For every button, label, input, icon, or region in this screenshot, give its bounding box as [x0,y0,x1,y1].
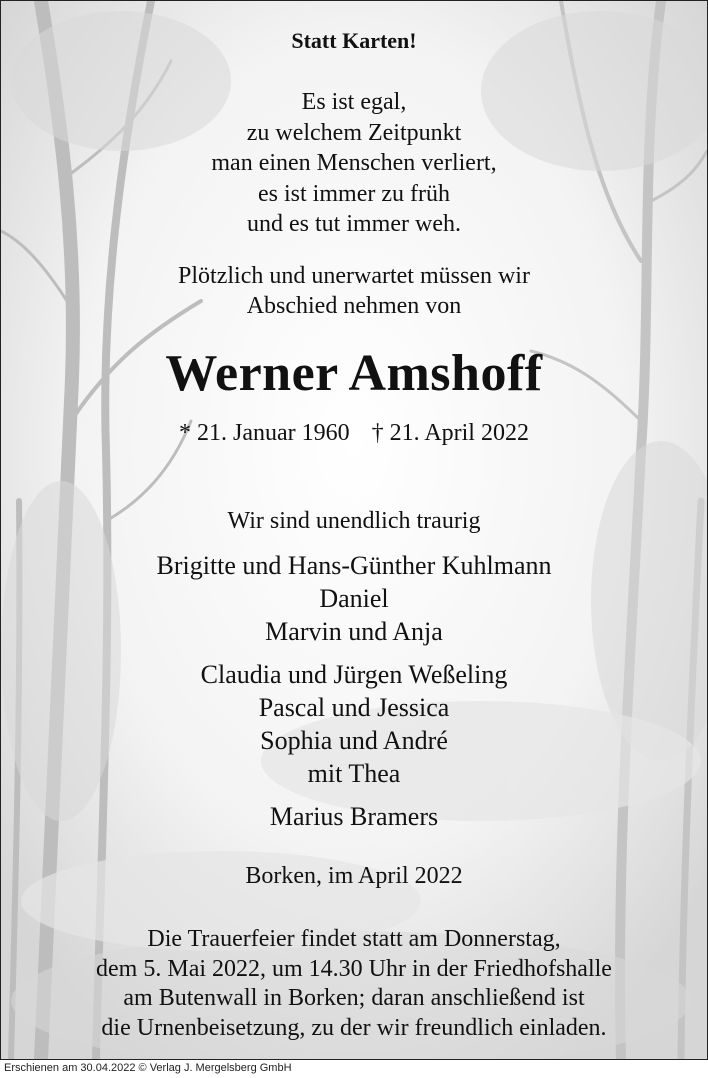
mourner-line: Brigitte und Hans-Günther Kuhlmann [156,551,552,580]
funeral-info [1,925,707,1043]
mourning-line: Wir sind unendlich traurig [227,508,481,534]
mourner-line: Marvin und Anja [265,617,443,646]
notice-content [1,1,707,1059]
deceased-name: Werner Amshoff [165,345,543,402]
funeral-line: die Urnenbeisetzung, zu der wir freundlich einladen. [101,1014,607,1041]
mourner-line: Claudia und Jürgen Weßeling [200,660,508,689]
poem [1,87,707,240]
place-date: Borken, im April 2022 [245,863,463,889]
mourner-line: Pascal und Jessica [258,693,450,722]
mourner-line: mit Thea [307,759,401,788]
family-group-3 [1,800,707,833]
intro-line: Abschied nehmen von [246,293,462,319]
death-date: † 21. April 2022 [371,420,529,446]
poem-line: und es tut immer weh. [247,211,461,237]
poem-line: Es ist egal, [301,89,407,115]
mourner-line: Sophia und André [260,726,448,755]
notice-heading: Statt Karten! [291,28,417,53]
mourner-line: Daniel [319,584,389,613]
funeral-line: am Butenwall in Borken; daran anschließend ist [123,985,585,1011]
intro-line: Plötzlich und unerwartet müssen wir [178,263,530,289]
poem-line: zu welchem Zeitpunkt [246,119,462,146]
poem-line: man einen Menschen verliert, [211,150,497,176]
poem-line: es ist immer zu früh [258,180,450,207]
family-group-2 [1,658,707,790]
funeral-line: dem 5. Mai 2022, um 14.30 Uhr in der Friedhofshalle [96,955,612,982]
publication-footer: Erschienen am 30.04.2022 © Verlag J. Mergelsberg GmbH [4,1062,292,1074]
family-group-1 [1,549,707,648]
mourner-line: Marius Bramers [269,802,439,831]
life-dates [1,420,707,447]
birth-date: * 21. Januar 1960 [179,420,350,446]
funeral-line: Die Trauerfeier findet statt am Donnerstag, [147,926,561,952]
intro-text [1,261,707,321]
